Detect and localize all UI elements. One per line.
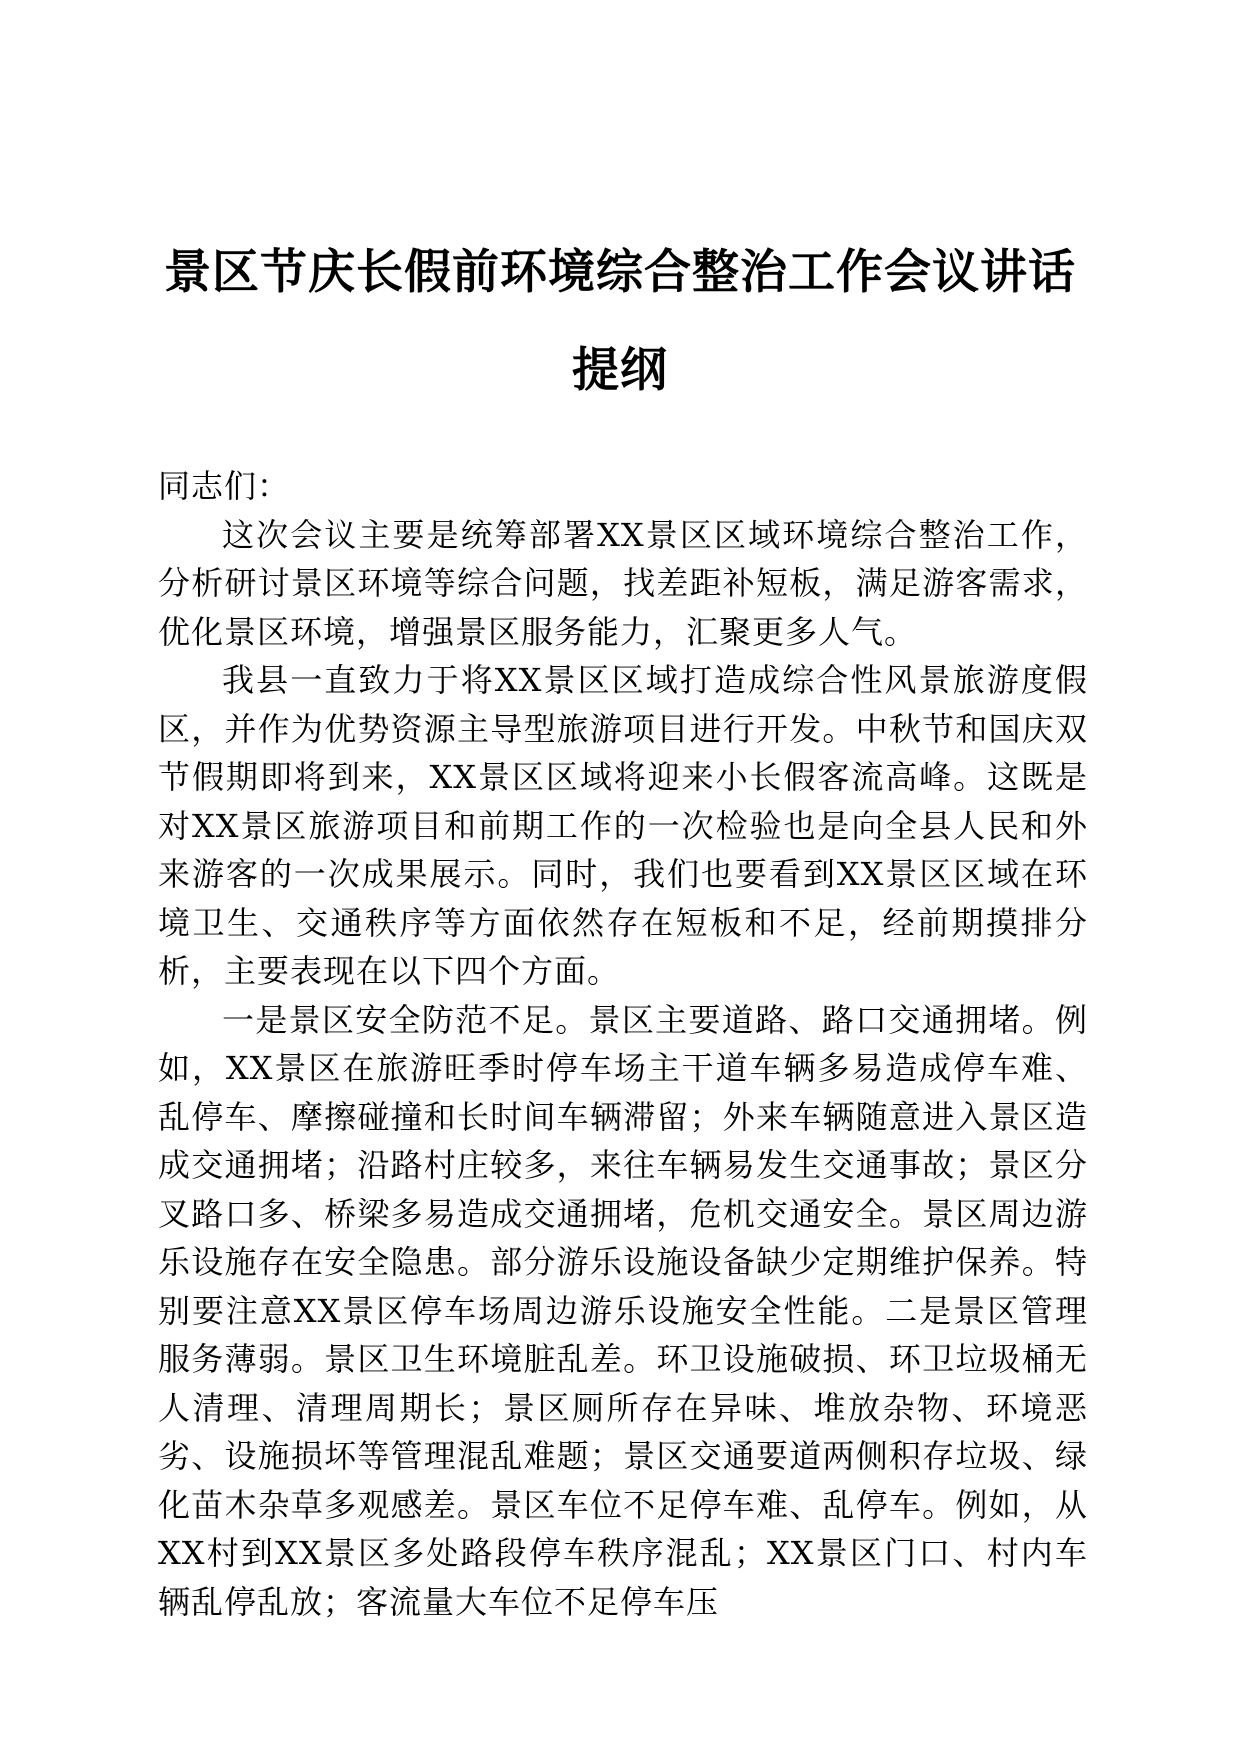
paragraph-background: 我县一直致力于将XX景区区域打造成综合性风景旅游度假区，并作为优势资源主导型旅游项目进行开发。中秋节和国庆双节假期即将到来，XX景区区域将迎来小长假客流高峰。这既是对XX景区旅游项目和前期工作的一次检验也是向全县人民和外来游客的一次成果展示。同时，我们也要看到XX景区区域在环境卫生、交通秩序等方面依然存在短板和不足，经前期摸排分析，主要表现在以下四个方面。 (158, 661, 1088, 990)
document-body (158, 462, 1088, 1626)
paragraph-intro: 这次会议主要是统筹部署XX景区区域环境综合整治工作，分析研讨景区环境等综合问题，找差距补短板，满足游客需求，优化景区环境，增强景区服务能力，汇聚更多人气。 (158, 515, 1088, 651)
document-title: 景区节庆长假前环境综合整治工作会议讲话提纲 (164, 245, 1076, 398)
salutation: 同志们： (158, 467, 291, 505)
paragraph-problems: 一是景区安全防范不足。景区主要道路、路口交通拥堵。例如，XX景区在旅游旺季时停车场主干道车辆多易造成停车难、乱停车、摩擦碰撞和长时间车辆滞留；外来车辆随意进入景区造成交通拥堵；沿路村庄较多，来往车辆易发生交通事故；景区分叉路口多、桥梁多易造成交通拥堵，危机交通安全。景区周边游乐设施存在安全隐患。部分游乐设施设备缺少定期维护保养。特别要注意XX景区停车场周边游乐设施安全性能。二是景区管理服务薄弱。景区卫生环境脏乱差。环卫设施破损、环卫垃圾桶无人清理、清理周期长；景区厕所存在异味、堆放杂物、环境恶劣、设施损坏等管理混乱难题；景区交通要道两侧积存垃圾、绿化苗木杂草多观感差。景区车位不足停车难、乱停车。例如，从XX村到XX景区多处路段停车秩序混乱；XX景区门口、村内车辆乱停乱放；客流量大车位不足停车压 (158, 1000, 1088, 1621)
